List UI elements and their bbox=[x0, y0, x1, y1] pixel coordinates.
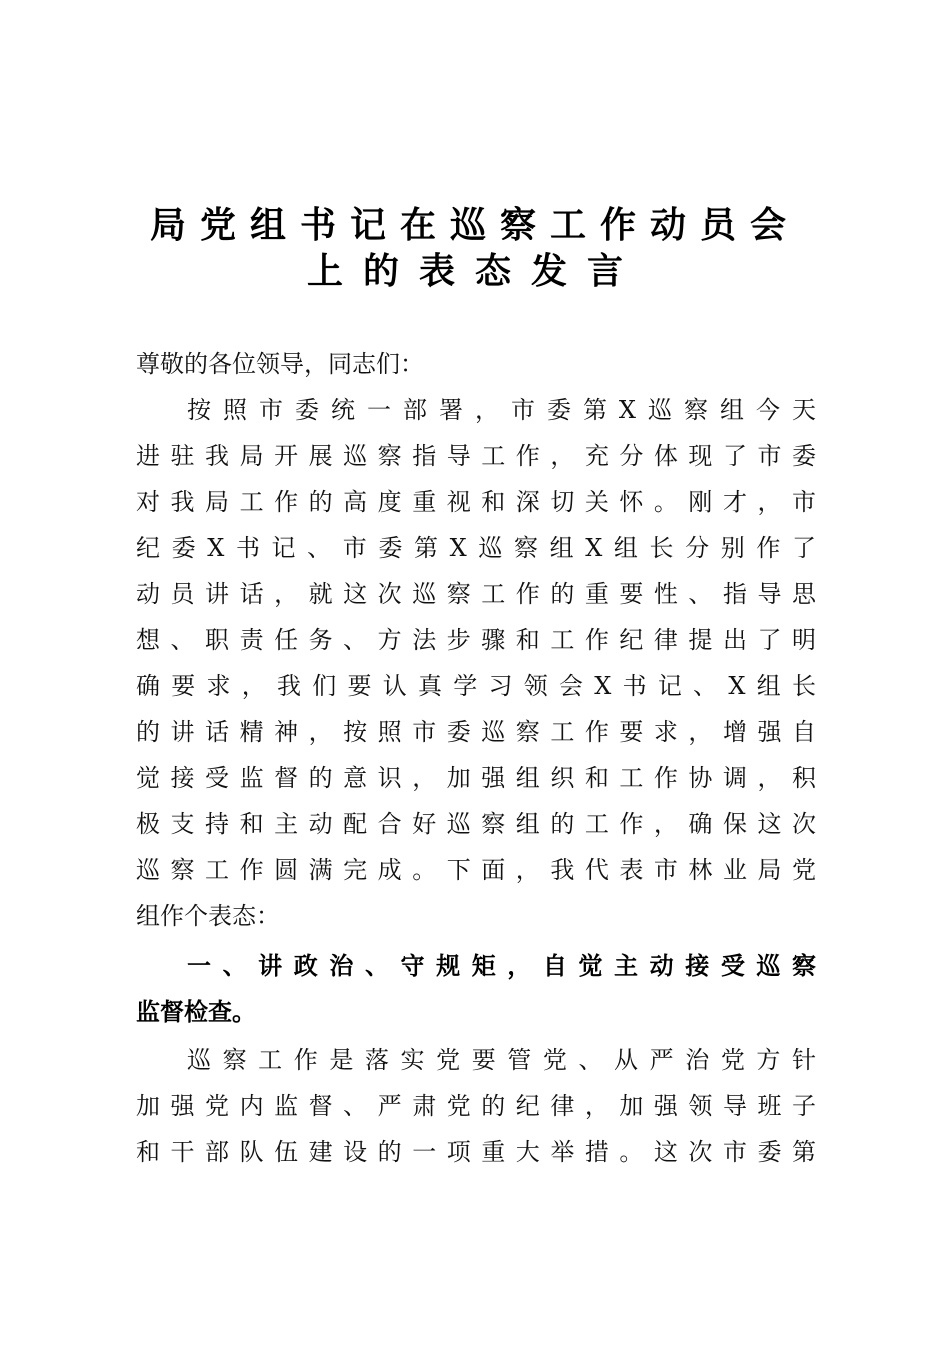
paragraph-2-line: 和干部队伍建设的一项重大举措。这次市委第 bbox=[136, 1138, 816, 1166]
paragraph-1-line: 按照市委统一部署，市委第X巡察组今天 bbox=[187, 396, 816, 424]
document-title-line-1: 局党组书记在巡察工作动员会 bbox=[149, 204, 800, 246]
paragraph-1-line: 纪委X书记、市委第X巡察组X组长分别作了 bbox=[136, 534, 816, 562]
paragraph-1-line: 进驻我局开展巡察指导工作，充分体现了市委 bbox=[136, 442, 816, 470]
paragraph-1-line: 巡察工作圆满完成。下面，我代表市林业局党 bbox=[136, 856, 816, 884]
section-heading-1: 一、讲政治、守规矩，自觉主动接受巡察 bbox=[187, 952, 816, 980]
paragraph-1-line: 组作个表态： bbox=[136, 902, 280, 930]
paragraph-1-line: 的讲话精神，按照市委巡察工作要求，增强自 bbox=[136, 718, 816, 746]
paragraph-1-line: 觉接受监督的意识，加强组织和工作协调，积 bbox=[136, 764, 816, 792]
paragraph-1-line: 对我局工作的高度重视和深切关怀。刚才，市 bbox=[136, 488, 816, 516]
paragraph-1-line: 确要求，我们要认真学习领会X书记、X组长 bbox=[136, 672, 816, 700]
paragraph-2-line: 加强党内监督、严肃党的纪律，加强领导班子 bbox=[136, 1092, 816, 1120]
section-heading-1: 监督检查。 bbox=[136, 998, 256, 1026]
paragraph-2-line: 巡察工作是落实党要管党、从严治党方针 bbox=[187, 1046, 816, 1074]
document-title-line-2: 上的表态发言 bbox=[306, 250, 643, 292]
paragraph-1-line: 想、职责任务、方法步骤和工作纪律提出了明 bbox=[136, 626, 816, 654]
paragraph-1-line: 动员讲话，就这次巡察工作的重要性、指导思 bbox=[136, 580, 816, 608]
paragraph-1-line: 极支持和主动配合好巡察组的工作，确保这次 bbox=[136, 810, 816, 838]
salutation: 尊敬的各位领导，同志们： bbox=[136, 350, 424, 378]
